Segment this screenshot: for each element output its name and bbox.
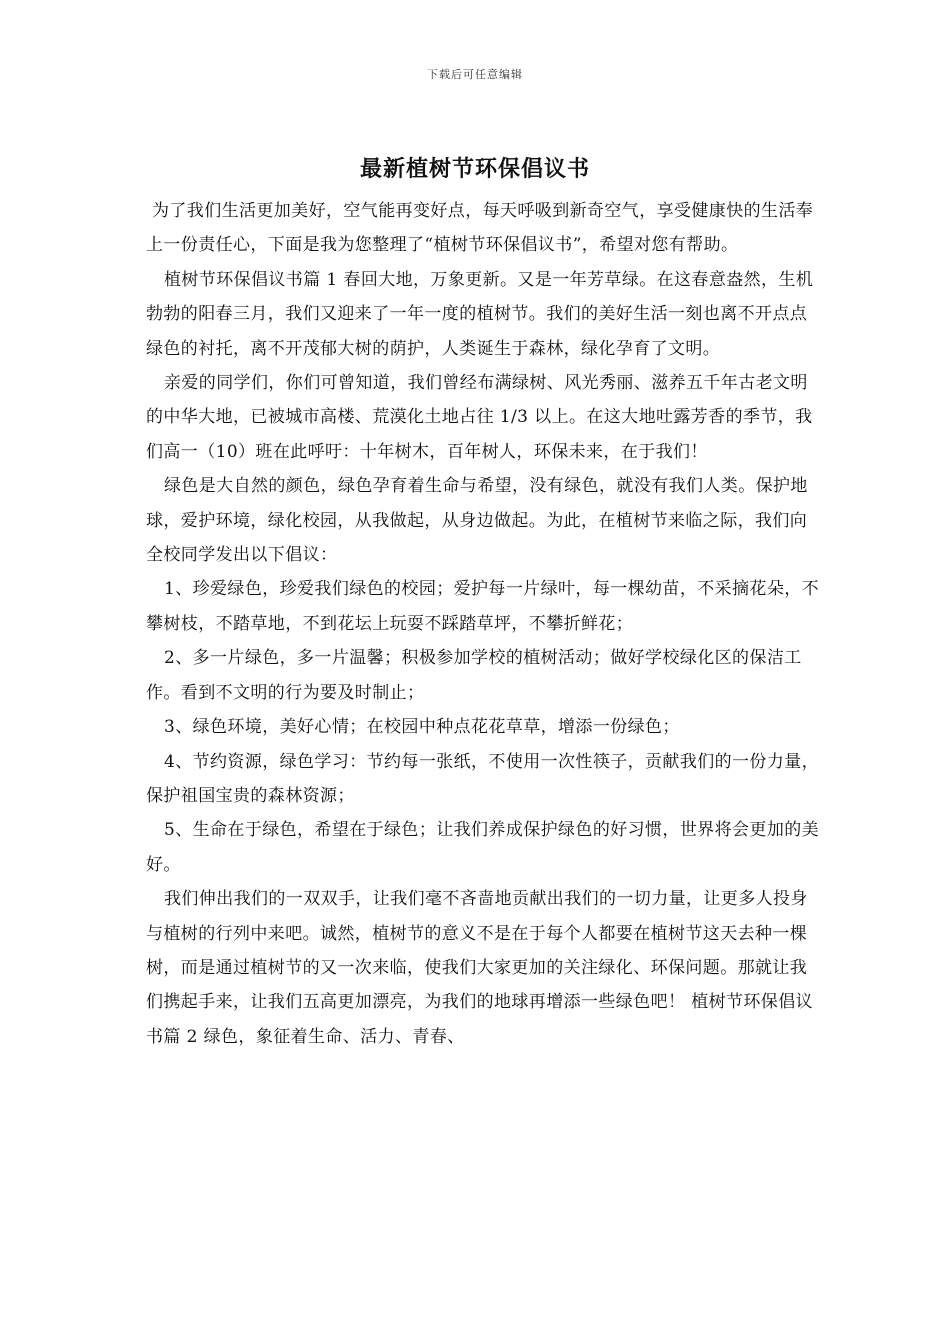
list-item-1: 1、珍爱绿色，珍爱我们绿色的校园；爱护每一片绿叶，每一棵幼苗，不采摘花朵，不攀树枝，不踏草地，不到花坛上玩耍不踩踏草坪，不攀折鲜花； [146,579,820,634]
list-item-5: 5、生命在于绿色，希望在于绿色；让我们养成保护绿色的好习惯，世界将会更加的美好。 [146,820,820,875]
paragraph-closing: 我们伸出我们的一双双手，让我们毫不吝啬地贡献出我们的一切力量，让更多人投身与植树的行列中来吧。诚然，植树节的意义不是在于每个人都要在植树节这天去种一棵树，而是通过植树节的又一次来临，使我们大家更加的关注绿化、环保问题。那就让我们携起手来，让我们五高更加漂亮，为我们的地球再增添一些绿色吧！ 植树节环保倡议书篇 2 绿色，象征着生命、活力、青春、 [146,889,814,1047]
paragraph-2: 亲爱的同学们，你们可曾知道，我们曾经布满绿树、风光秀丽、滋养五千年古老文明的中华大地，已被城市高楼、荒漠化土地占往 1/3 以上。在这大地吐露芳香的季节，我们高一（10）班在此呼吁：十年树木，百年树人，环保未来，在于我们！ [146,373,813,462]
header-note: 下载后可任意编辑 [427,68,523,81]
paragraph-1: 植树节环保倡议书篇 1 春回大地，万象更新。又是一年芳草绿。在这春意盎然，生机勃勃的阳春三月，我们又迎来了一年一度的植树节。我们的美好生活一刻也离不开点点绿色的衬托，离不开茂郁大树的荫护，人类诞生于森林，绿化孕育了文明。 [146,269,814,359]
paragraph-intro: 为了我们生活更加美好，空气能再变好点，每天呼吸到新奇空气，享受健康快的生活奉上一份责任心，下面是我为您整理了“植树节环保倡议书”，希望对您有帮助。 [146,201,814,256]
list-item-2: 2、多一片绿色，多一片温馨；积极参加学校的植树活动；做好学校绿化区的保洁工作。看到不文明的行为要及时制止； [146,648,802,703]
paragraph-3: 绿色是大自然的颜色，绿色孕育着生命与希望，没有绿色，就没有我们人类。保护地球，爱护环境，绿化校园，从我做起，从身边做起。为此，在植树节来临之际，我们向全校同学发出以下倡议： [146,476,808,566]
document-body [146,194,821,1054]
list-item-4: 4、节约资源，绿色学习：节约每一张纸，不使用一次性筷子，贡献我们的一份力量，保护祖国宝贵的森林资源； [146,751,820,806]
list-item-3: 3、绿色环境，美好心情；在校园中种点花花草草，增添一份绿色； [164,717,680,738]
document-title: 最新植树节环保倡议书 [359,156,590,182]
